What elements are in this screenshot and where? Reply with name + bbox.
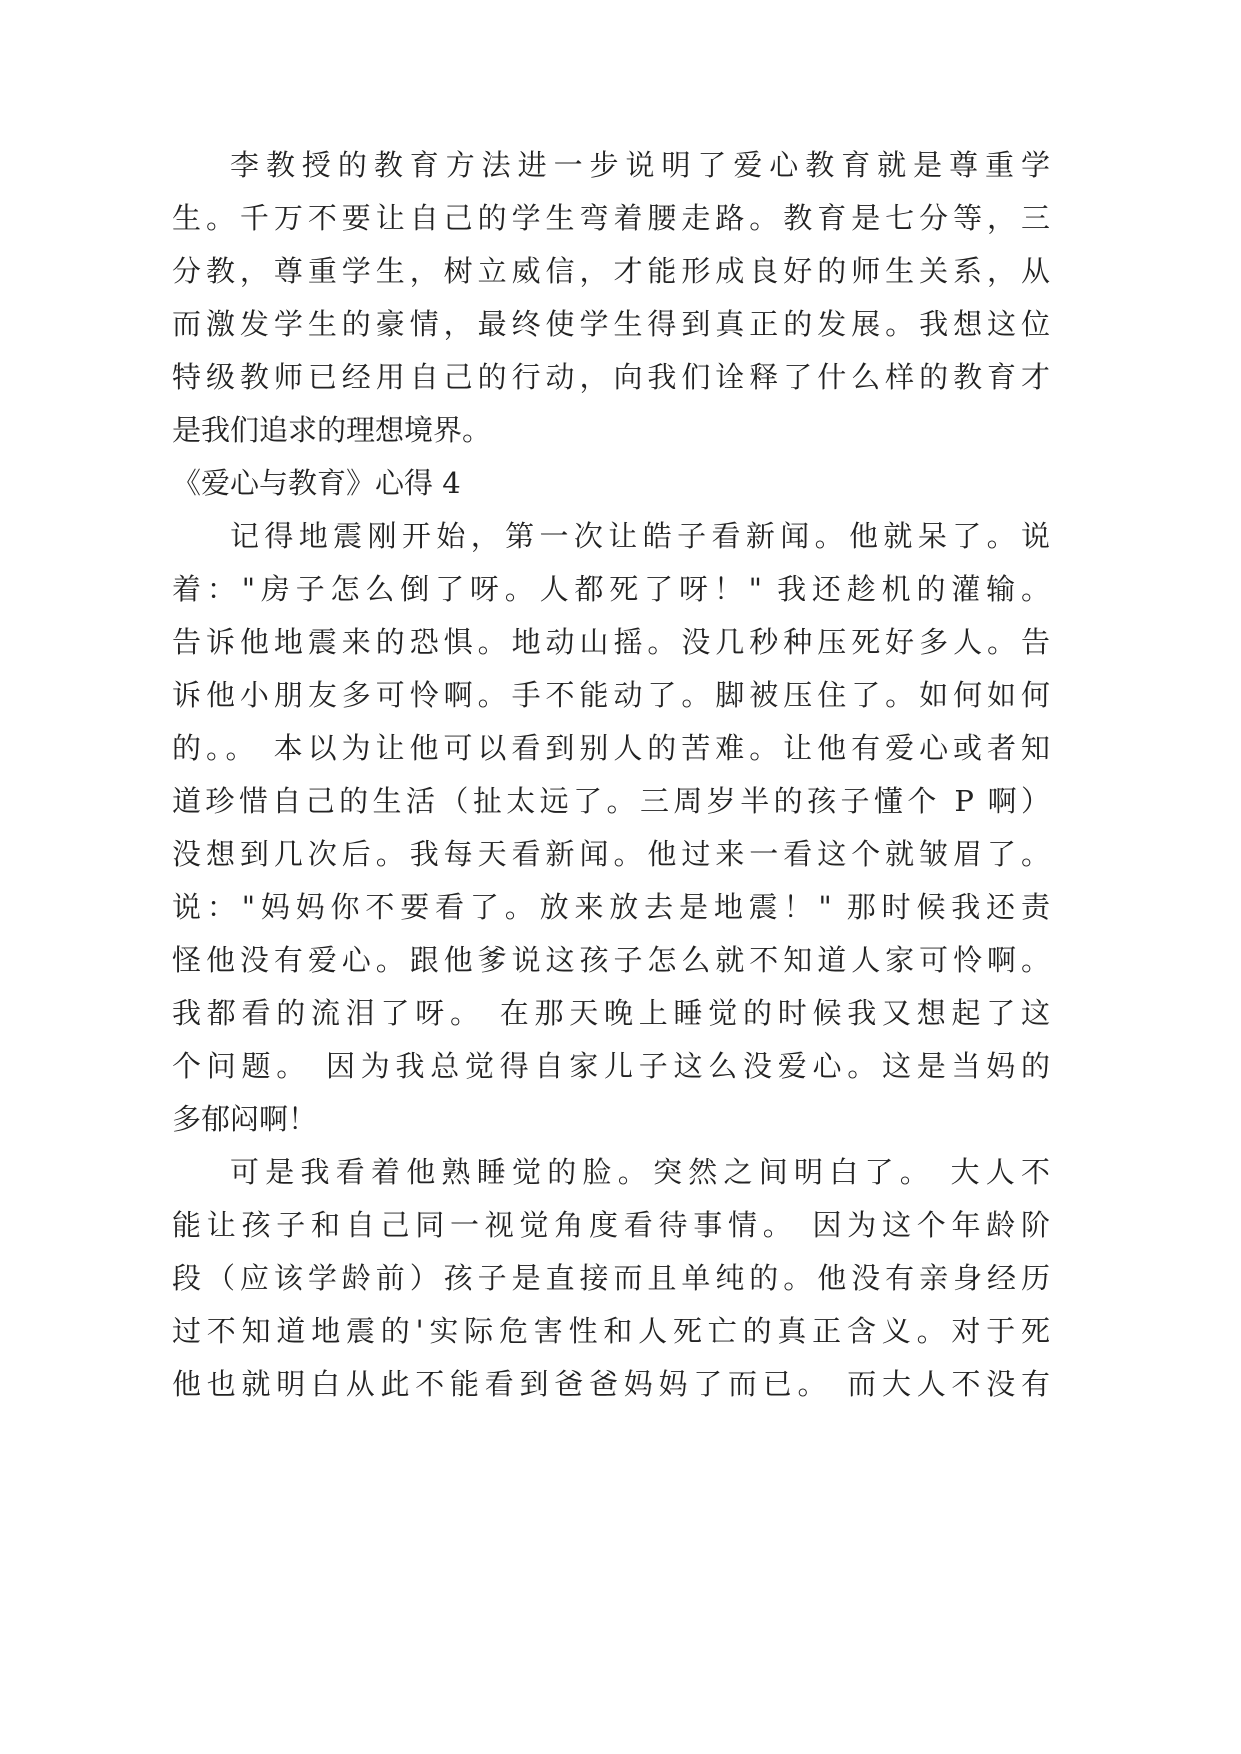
text-line: 是我们追求的理想境界。 [172,413,492,447]
text-line: 怪他没有爱心。跟他爹说这孩子怎么就不知道人家可怜啊。 [172,943,1050,977]
text-line: 我都看的流泪了呀。 在那天晚上睡觉的时候我又想起了这 [172,996,1050,1030]
section-heading: 《爱心与教育》心得 4 [172,466,461,500]
document-body [172,139,1050,1411]
text-line: 道珍惜自己的生活（扯太远了。三周岁半的孩子懂个 P 啊） [172,784,1050,818]
text-line: 可是我看着他熟睡觉的脸。突然之间明白了。 大人不 [230,1155,1050,1189]
intro-paragraph [172,139,1050,457]
text-line: 分教，尊重学生，树立威信，才能形成良好的师生关系，从 [172,254,1050,288]
text-line: 过不知道地震的'实际危害性和人死亡的真正含义。对于死 [172,1314,1050,1348]
text-line: 个问题。 因为我总觉得自家儿子这么没爱心。这是当妈的 [172,1049,1050,1083]
text-line: 记得地震刚开始，第一次让皓子看新闻。他就呆了。说 [230,519,1050,553]
text-line: 的。。 本以为让他可以看到别人的苦难。让他有爱心或者知 [172,731,1050,765]
paragraph [172,510,1050,1146]
text-line: 他也就明白从此不能看到爸爸妈妈了而已。 而大人不没有 [172,1367,1050,1401]
text-line: 而激发学生的豪情，最终使学生得到真正的发展。我想这位 [172,307,1050,341]
text-line: 多郁闷啊！ [172,1102,318,1136]
text-line: 段（应该学龄前）孩子是直接而且单纯的。他没有亲身经历 [172,1261,1050,1295]
text-line: 告诉他地震来的恐惧。地动山摇。没几秒种压死好多人。告 [172,625,1050,659]
text-line: 能让孩子和自己同一视觉角度看待事情。 因为这个年龄阶 [172,1208,1050,1242]
text-line: 着："房子怎么倒了呀。人都死了呀！" 我还趁机的灌输。 [172,572,1050,606]
text-line: 诉他小朋友多可怜啊。手不能动了。脚被压住了。如何如何 [172,678,1050,712]
text-line: 李教授的教育方法进一步说明了爱心教育就是尊重学 [230,148,1050,182]
text-line: 特级教师已经用自己的行动，向我们诠释了什么样的教育才 [172,360,1050,394]
paragraph [172,1146,1050,1411]
text-line: 生。千万不要让自己的学生弯着腰走路。教育是七分等，三 [172,201,1050,235]
text-line: 没想到几次后。我每天看新闻。他过来一看这个就皱眉了。 [172,837,1050,871]
text-line: 说："妈妈你不要看了。放来放去是地震！" 那时候我还责 [172,890,1050,924]
